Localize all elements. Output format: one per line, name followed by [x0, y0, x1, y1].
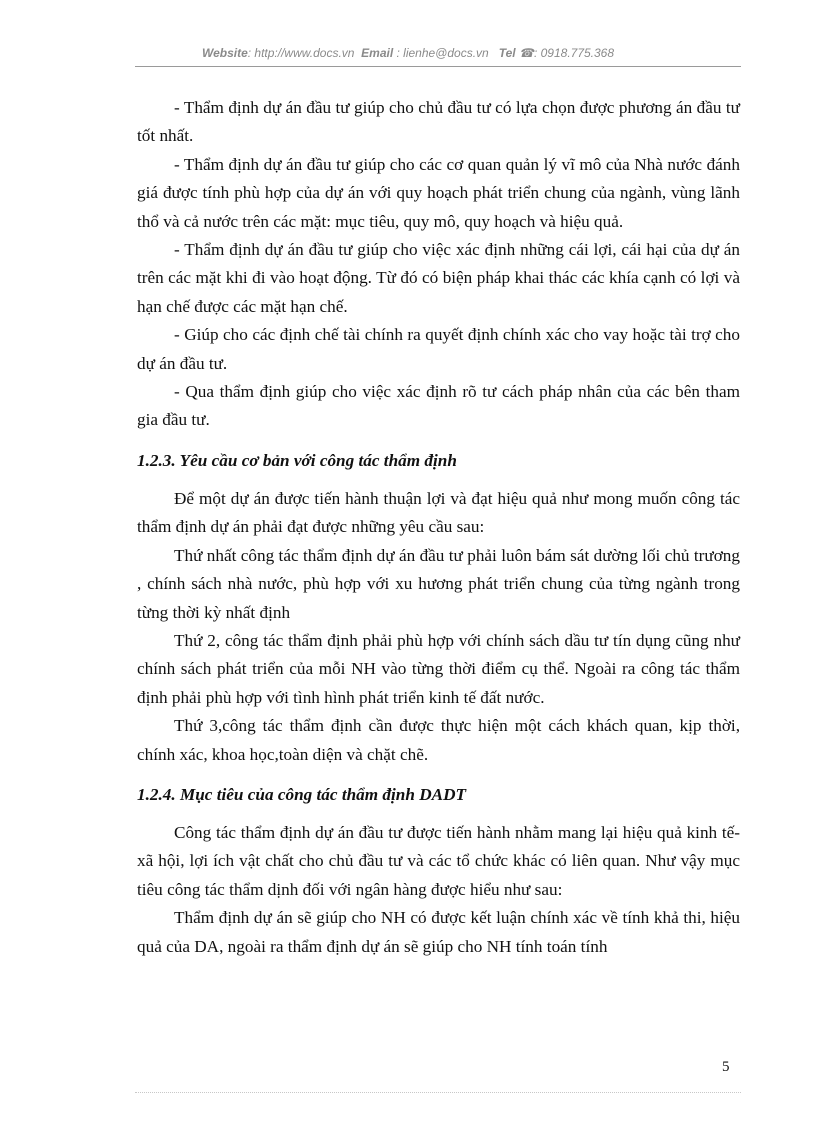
- tel-value: : 0918.775.368: [533, 46, 615, 60]
- paragraph: Công tác thẩm định dự án đầu tư được tiến hành nhằm mang lại hiệu quả kinh tế-xã hội, lợi ích vật chất cho chủ đầu tư và các tổ chức khác có liên quan. Như vậy mục tiêu công tác thẩm dịnh đối với ngân hàng được hiểu như sau:: [137, 822, 740, 899]
- page-number: 5: [722, 1059, 730, 1075]
- footer-divider: [135, 1092, 741, 1093]
- paragraph: Thẩm định dự án sẽ giúp cho NH có được kết luận chính xác về tính khả thi, hiệu quả của DA, ngoài ra thẩm định dự án sẽ giúp cho NH tính toán tính: [137, 908, 740, 956]
- email-value: : lienhe@docs.vn: [393, 46, 489, 60]
- website-value: : http://www.docs.vn: [247, 46, 355, 60]
- paragraph: Thứ nhất công tác thẩm định dự án đầu tư phải luôn bám sát dường lối chủ trương , chính sách nhà nước, phù hợp với xu hương phát triển chung của từng ngành trong từng thời kỳ nhất định: [137, 545, 740, 622]
- page-header: [0, 46, 816, 60]
- paragraph: - Thẩm định dự án đầu tư giúp cho chủ đầu tư có lựa chọn được phương án đầu tư tốt nhất.: [137, 98, 740, 146]
- paragraph: - Qua thẩm định giúp cho việc xác định rõ tư cách pháp nhân của các bên tham gia đầu tư.: [137, 382, 740, 430]
- website-label: Website: [201, 46, 248, 60]
- tel-label: Tel: [498, 46, 516, 60]
- email-label: Email: [361, 46, 394, 60]
- paragraph: Thứ 2, công tác thẩm định phải phù hợp với chính sách dầu tư tín dụng cũng như chính sách phát triển của mỗi NH vào từng thời điểm cụ thể. Ngoài ra công tác thẩm định phải phù hợp với tình hình phát triển kinh tế đất nước.: [137, 630, 740, 707]
- paragraph: - Giúp cho các định chế tài chính ra quyết định chính xác cho vay hoặc tài trợ cho dự án đầu tư.: [137, 325, 740, 373]
- phone-icon: ☎: [519, 46, 534, 60]
- section-heading-1-2-3: 1.2.3. Yêu cầu cơ bản với công tác thẩm định: [137, 450, 457, 470]
- paragraph: - Thẩm định dự án đầu tư giúp cho các cơ quan quản lý vĩ mô của Nhà nước đánh giá được tính phù hợp của dự án với quy hoạch phát triển chung của ngành, vùng lãnh thổ và cả nước trên các mặt: mục tiêu, quy mô, quy hoạch và hiệu quả.: [137, 154, 740, 231]
- paragraph: - Thẩm định dự án đầu tư giúp cho việc xác định những cái lợi, cái hại của dự án trên các mặt khi đi vào hoạt động. Từ đó có biện pháp khai thác các khía cạnh có lợi và hạn chế được các mặt hạn chế.: [137, 240, 740, 316]
- section-heading-1-2-4: 1.2.4. Mục tiêu của công tác thẩm định DADT: [137, 784, 466, 804]
- header-divider: [135, 66, 741, 67]
- page-body: [137, 94, 740, 961]
- paragraph: Để một dự án được tiến hành thuận lợi và đạt hiệu quả như mong muốn công tác thẩm định dự án phải đạt được những yêu cầu sau:: [137, 488, 740, 537]
- paragraph: Thứ 3,công tác thẩm định cần được thực hiện một cách khách quan, kịp thời, chính xác, khoa học,toàn diện và chặt chẽ.: [137, 716, 740, 764]
